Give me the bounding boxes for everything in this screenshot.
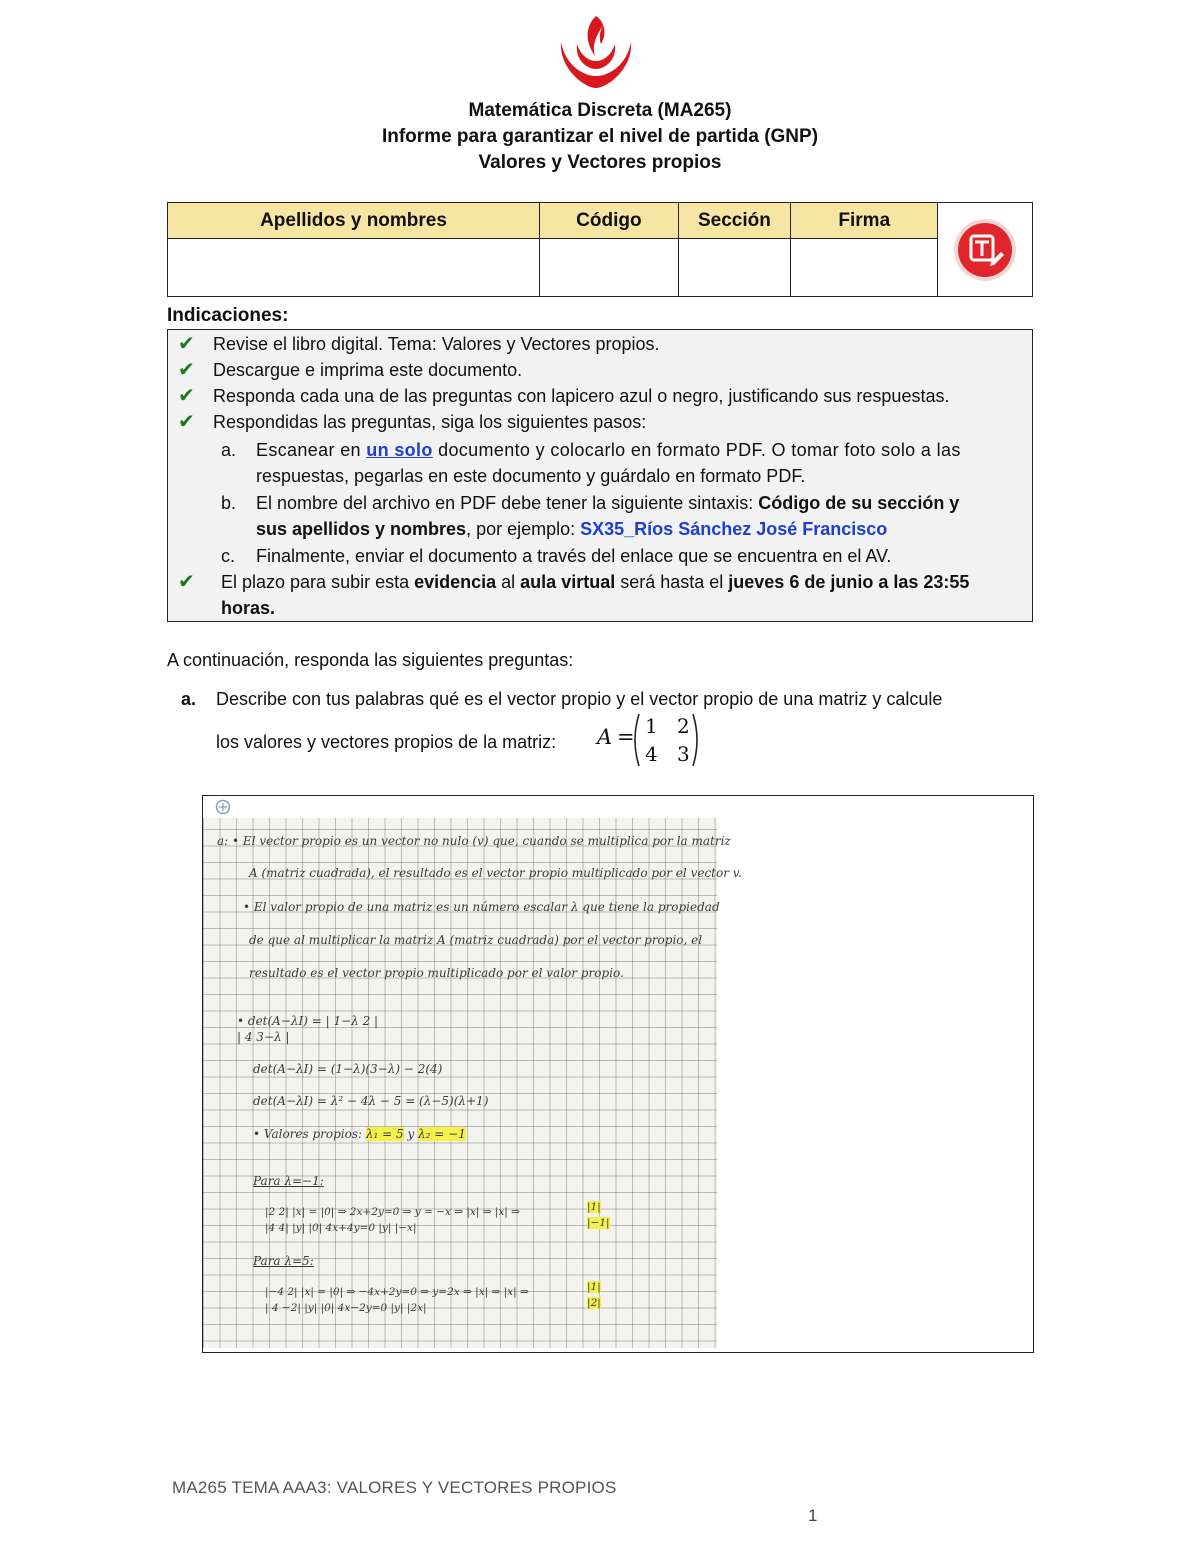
scanner-logo-icon [213, 799, 233, 815]
signature-input-cell[interactable] [791, 239, 938, 297]
indication-4: Respondidas las preguntas, siga los siguientes pasos: [213, 412, 647, 432]
indications-box [167, 329, 1033, 622]
step-b-line2 [256, 516, 887, 542]
filename-example: SX35_Ríos Sánchez José Francisco [580, 519, 888, 539]
handwritten-line: de que al multiplicar la matriz A (matriz cuadrada) por el vector propio, el [249, 933, 703, 947]
deadline-mid2: será hasta el [615, 572, 729, 592]
check-icon: ✔ [178, 571, 195, 593]
step-a-text [256, 437, 1022, 463]
handwritten-line: |−4 2| |x| = |0| ⇒ −4x+2y=0 ⇒ y=2x ⇒ |x| ⇒ |x| ⇒ [265, 1286, 529, 1298]
handwritten-line: | 4 3−λ | [237, 1030, 290, 1044]
question-a-line2: los valores y vectores propios de la matriz: [216, 732, 557, 752]
list-item [178, 383, 195, 409]
valores-propios-label: • Valores propios: [253, 1127, 366, 1141]
deadline-text [221, 569, 969, 595]
indication-3: Responda cada una de las preguntas con lapicero azul o negro, justificando sus respuestas. [213, 386, 950, 406]
list-item [178, 569, 195, 595]
topic-title: Valores y Vectores propios [478, 152, 722, 173]
handwritten-line: Para λ=−1: [253, 1174, 324, 1188]
step-a-label: a. [221, 440, 237, 460]
check-icon: ✔ [178, 385, 195, 407]
student-info-table [167, 202, 1033, 297]
eigenvector-2-top: |1| [587, 1281, 601, 1293]
eigenvalue-2: λ₂ = −1 [418, 1127, 466, 1141]
handwritten-line: a: • El vector propio es un vector no nulo (v) que, cuando se multiplica por la matriz [217, 834, 731, 848]
matrix-parentheses [631, 712, 701, 768]
col-signature-header: Firma [791, 203, 938, 239]
step-a-post: documento y colocarlo en formato PDF. O tomar foto solo a las [432, 440, 961, 460]
app-badge-cell [938, 203, 1033, 297]
questions-intro: A continuación, responda las siguientes preguntas: [167, 650, 574, 670]
step-b-label: b. [221, 493, 237, 513]
matrix-a21: 4 [645, 742, 658, 766]
handwritten-line: Para λ=5: [253, 1254, 314, 1268]
step-b-bold1: Código de su sección y [758, 493, 960, 513]
check-icon: ✔ [178, 411, 195, 433]
question-a-label: a. [181, 689, 197, 709]
handwritten-answer-photo [203, 796, 742, 1348]
indications-title: Indicaciones: [167, 305, 289, 326]
handwritten-line: | 4 −2| |y| |0| 4x−2y=0 |y| |2x| [265, 1302, 427, 1314]
footer-text: MA265 TEMA AAA3: VALORES Y VECTORES PROPIOS [172, 1478, 617, 1497]
handwritten-line: det(A−λI) = (1−λ)(3−λ) − 2(4) [253, 1062, 443, 1076]
list-item [178, 331, 195, 357]
matrix-a22: 3 [677, 742, 690, 766]
step-b-mid: , por ejemplo: [466, 519, 581, 539]
answer-box [202, 795, 1034, 1353]
eigenvalue-1: λ₁ = 5 [365, 1127, 404, 1141]
deadline-hours: horas. [221, 598, 276, 618]
deadline-date: jueves 6 de junio a las 23:55 [728, 572, 970, 592]
indication-2: Descargue e imprima este documento. [213, 360, 523, 380]
col-names-header: Apellidos y nombres [168, 203, 540, 239]
matrix-name: A [597, 725, 613, 749]
handwritten-line: • El valor propio de una matriz es un número escalar λ que tiene la propiedad [243, 900, 720, 914]
list-item [178, 357, 195, 383]
matrix-a12: 2 [677, 714, 690, 738]
step-b-text [256, 490, 959, 516]
deadline-mid1: al [496, 572, 521, 592]
step-b-bold2: sus apellidos y nombres [256, 519, 467, 539]
names-input-cell[interactable] [168, 239, 540, 297]
code-input-cell[interactable] [540, 239, 679, 297]
report-title: Informe para garantizar el nivel de partida (GNP) [381, 126, 819, 147]
section-input-cell[interactable] [678, 239, 790, 297]
photo-top-strip [203, 796, 717, 818]
deadline-evidencia: evidencia [414, 572, 497, 592]
step-c-label: c. [221, 546, 236, 566]
handwritten-line: resultado es el vector propio multiplicado por el valor propio. [249, 966, 624, 980]
un-solo-link[interactable]: un solo [366, 440, 433, 460]
check-icon: ✔ [178, 333, 195, 355]
matrix-expression [597, 712, 707, 768]
step-c-text: Finalmente, enviar el documento a través del enlace que se encuentra en el AV. [256, 546, 892, 566]
eigenvector-2-bottom: |2| [587, 1297, 601, 1309]
indication-1: Revise el libro digital. Tema: Valores y Vectores propios. [213, 334, 660, 354]
handwritten-line: det(A−λI) = λ² − 4λ − 5 = (λ−5)(λ+1) [253, 1094, 489, 1108]
deadline-aula: aula virtual [520, 572, 616, 592]
step-b-pre: El nombre del archivo en PDF debe tener la siguiente sintaxis: [256, 493, 759, 513]
equals-sign: = [617, 725, 635, 749]
check-icon: ✔ [178, 359, 195, 381]
col-section-header: Sección [678, 203, 790, 239]
col-code-header: Código [540, 203, 679, 239]
eigenvalue-joiner: y [403, 1127, 419, 1141]
page-number: 1 [808, 1506, 818, 1525]
t-edit-icon [953, 218, 1017, 282]
university-logo [555, 14, 637, 90]
question-a-line1: Describe con tus palabras qué es el vector propio y el vector propio de una matriz y calcule [216, 689, 943, 709]
step-a-pre: Escanear en [256, 440, 367, 460]
handwritten-line: |4 4| |y| |0| 4x+4y=0 |y| |−x| [265, 1222, 417, 1234]
deadline-pre: El plazo para subir esta [221, 572, 415, 592]
course-title: Matemática Discreta (MA265) [468, 100, 732, 121]
handwritten-line: A (matriz cuadrada), el resultado es el vector propio multiplicado por el vector v. [249, 866, 742, 880]
matrix-a11: 1 [645, 714, 658, 738]
handwritten-line: • det(A−λI) = | 1−λ 2 | [237, 1014, 379, 1028]
handwritten-line [253, 1127, 466, 1141]
handwritten-line: |2 2| |x| = |0| ⇒ 2x+2y=0 ⇒ y = −x ⇒ |x| ⇒ |x| ⇒ [265, 1206, 520, 1218]
step-a-line2: respuestas, pegarlas en este documento y guárdalo en formato PDF. [256, 466, 806, 486]
eigenvector-1-bottom: |−1| [587, 1217, 610, 1229]
list-item [178, 409, 195, 435]
eigenvector-1-top: |1| [587, 1201, 601, 1213]
